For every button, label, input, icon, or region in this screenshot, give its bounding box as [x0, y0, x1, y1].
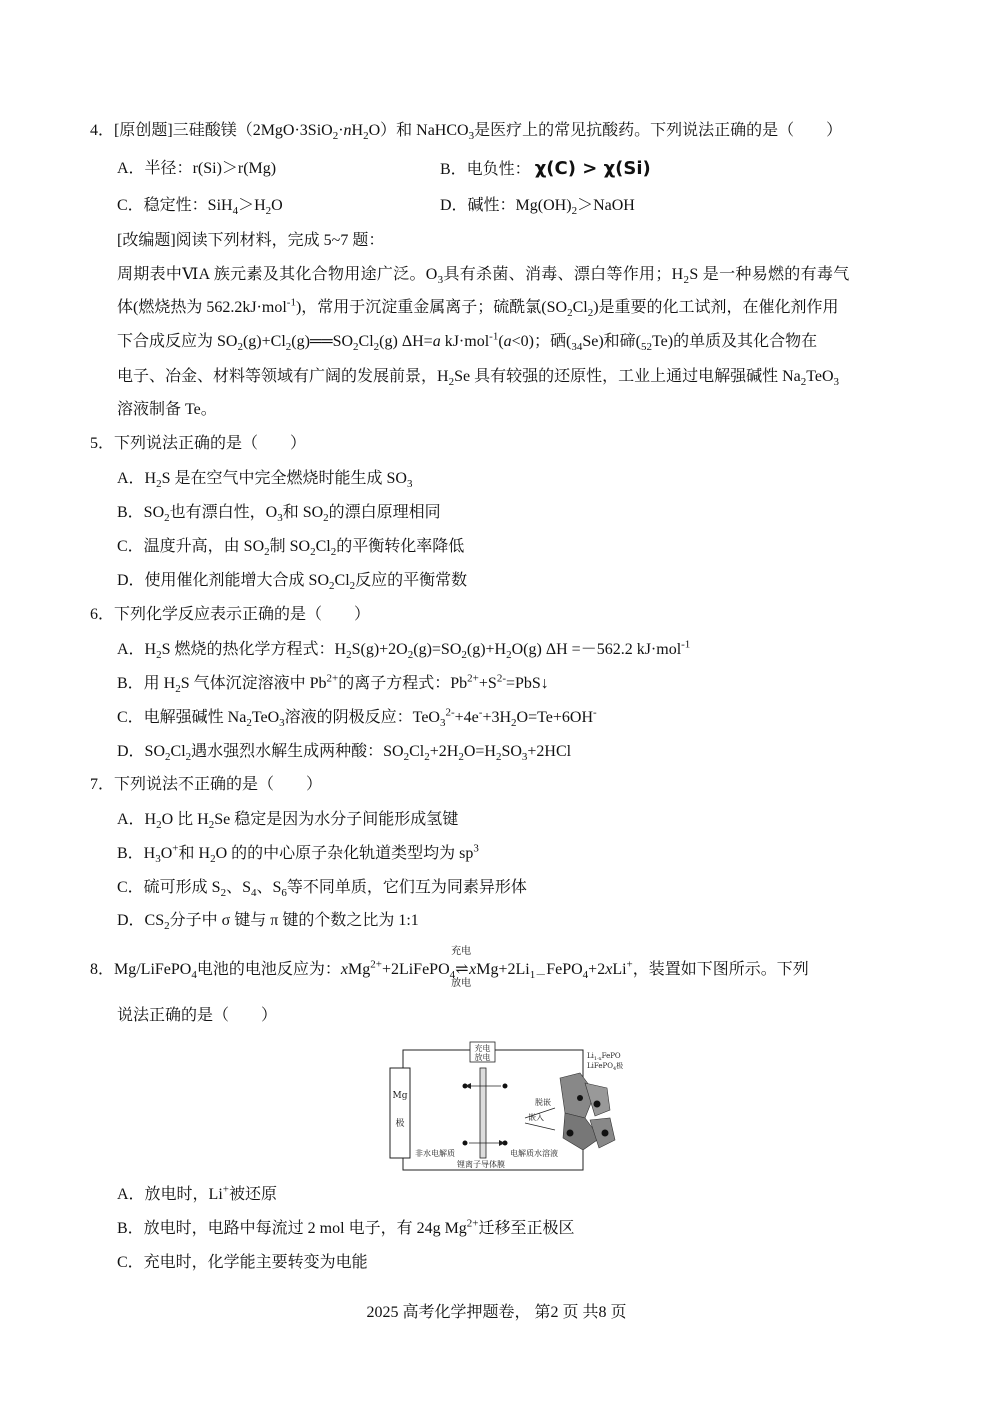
q6-option-a: A．$H_2S$ 燃烧的热化学方程式：$H_2S(g)+2O_2(g)=SO_2(g)+H_2O(g)$ ΔH =－562.2 kJ·mol$^{-1}$ — [117, 638, 691, 662]
switch-charge-label: 充电 — [474, 1044, 491, 1053]
battery-diagram — [385, 1038, 625, 1176]
material-line-4: 电子、冶金、材料等领域有广阔的发展前景，$H_2Se$ 具有较强的还原性，工业上通过电解强碱性 $Na_2TeO_3$ — [117, 368, 840, 389]
q7-option-a: A．$H_2O$ 比 $H_2Se$ 稳定是因为水分子间能形成氢键 — [117, 811, 459, 832]
q8-option-b: B．放电时，电路中每流过 2 mol 电子，有 24g $Mg^{2+}$迁移至正极区 — [117, 1217, 575, 1237]
q7-option-d: D．$CS_2$分子中 σ 键与 π 键的个数之比为 1:1 — [117, 912, 419, 933]
material-line-5: 溶液制备 Te。 — [117, 401, 217, 418]
q6-option-b: B．用 $H_2S$ 气体沉淀溶液中 $Pb^{2+}$的离子方程式：$Pb^{2+}+S^{2-}=PbS↓$ — [117, 672, 549, 696]
mg-electrode-label: 极 — [395, 1119, 405, 1129]
q5-option-d: D．使用催化剂能增大合成 $SO_2Cl_2$反应的平衡常数 — [117, 572, 468, 593]
material-line-3: 下合成反应为 $SO_2(g)+Cl_2(g)══SO_2Cl_2(g)$ ΔH=a kJ·mol$^{-1}$(a<0)；硒$(_{34}Se)$和碲$(_{52}Te)$的单质及其化合物在 — [117, 330, 818, 354]
material-intro: [改编题]阅读下列材料，完成 5~7 题： — [117, 232, 385, 249]
switch-discharge-label: 放电 — [474, 1053, 491, 1062]
deintercalate-label: 脱嵌 — [535, 1098, 551, 1107]
reversible-arrow: 充电 ⇌ 放电 — [451, 946, 472, 989]
q5-option-b: B．$SO_2$也有漂白性，$O_3$和 $SO_2$的漂白原理相同 — [117, 504, 441, 525]
q8-option-c: C．充电时，化学能主要转变为电能 — [117, 1254, 368, 1271]
q8-stem-line-1: 8．Mg/LiFePO$_4$电池的电池反应为：xMg$^{2+}$+2LiFePO$_4$ 充电 ⇌ 放电 $xMg+2Li_{1-}FePO_4+2xLi^+$，装置如下图所示。下列 — [90, 946, 809, 989]
ion-dot — [503, 1084, 508, 1089]
q7-option-c: C．硫可形成 $S_2$、$S_4$、$S_6$等不同单质，它们互为同素异形体 — [117, 879, 527, 900]
q6-option-c: C．电解强碱性 $Na_2TeO_3$溶液的阴极反应：$TeO_3^{2-}+4e^-+3H_2O=Te+6OH^-$ — [117, 706, 597, 730]
right-electrode-label-1: $Li_{1-x}FePO$ — [587, 1052, 621, 1062]
ion-dot — [463, 1141, 468, 1146]
membrane — [480, 1068, 486, 1158]
q8-option-a: A．放电时，Li+被还原 — [117, 1183, 278, 1203]
q4-option-c: C．稳定性：$SiH_4>H_2O$ — [117, 197, 283, 218]
left-electrolyte-label: 非水电解质 — [415, 1149, 455, 1158]
q4-option-a: A．半径：r(Si)＞r(Mg) — [117, 160, 277, 177]
q5-stem: 5．下列说法正确的是（ ） — [90, 435, 307, 452]
right-electrolyte-label: 电解质水溶液 — [510, 1149, 558, 1158]
membrane-label: 锂离子导体膜 — [457, 1160, 505, 1169]
q4-option-d: D．碱性：$Mg(OH)_2>NaOH$ — [440, 197, 635, 218]
material-line-2: 体(燃烧热为 562.2kJ·mol$^{-1}$)，常用于沉淀重金属离子；硫酰氯$(SO_2Cl_2)$是重要的化工试剂，在催化剂作用 — [117, 296, 839, 320]
q4-stem: 4．[原创题]三硅酸镁$(2MgO\cdot 3SiO_2\cdot nH_2O)$和 NaHCO$_3$是医疗上的常见抗酸药。下列说法正确的是（ ） — [90, 122, 843, 143]
q7-stem: 7．下列说法不正确的是（ ） — [90, 776, 323, 793]
q5-option-a: A．$H_2S$ 是在空气中完全燃烧时能生成 $SO_3$ — [117, 470, 413, 491]
q7-option-b: B．$H_3O^+$和 $H_2O$ 的的中心原子杂化轨道类型均为 $sp^3$ — [117, 842, 479, 866]
intercalate-label: 嵌入 — [528, 1113, 544, 1122]
q8-stem-line-2: 说法正确的是（ ） — [117, 1007, 278, 1024]
q6-stem: 6．下列化学反应表示正确的是（ ） — [90, 606, 371, 623]
material-line-1: 周期表中ⅥA 族元素及其化合物用途广泛。$O_3$具有杀菌、消毒、漂白等作用；$H_2S$ 是一种易燃的有毒气 — [117, 266, 850, 287]
q4-option-b: B．电负性： χ(C) > χ(Si) — [440, 158, 651, 179]
mg-label: Mg — [392, 1091, 408, 1101]
q6-option-d: D．$SO_2Cl_2$遇水强烈水解生成两种酸：$SO_2Cl_2+2H_2O=H_2SO_3+2HCl$ — [117, 743, 572, 764]
q5-option-c: C．温度升高，由 $SO_2$制 $SO_2Cl_2$的平衡转化率降低 — [117, 538, 465, 559]
mg-electrode — [390, 1068, 410, 1158]
right-electrode-label-2: LiFePO$_4$极 — [587, 1062, 624, 1072]
page-footer: 2025 高考化学押题卷， 第2 页 共8 页 — [366, 1304, 627, 1321]
